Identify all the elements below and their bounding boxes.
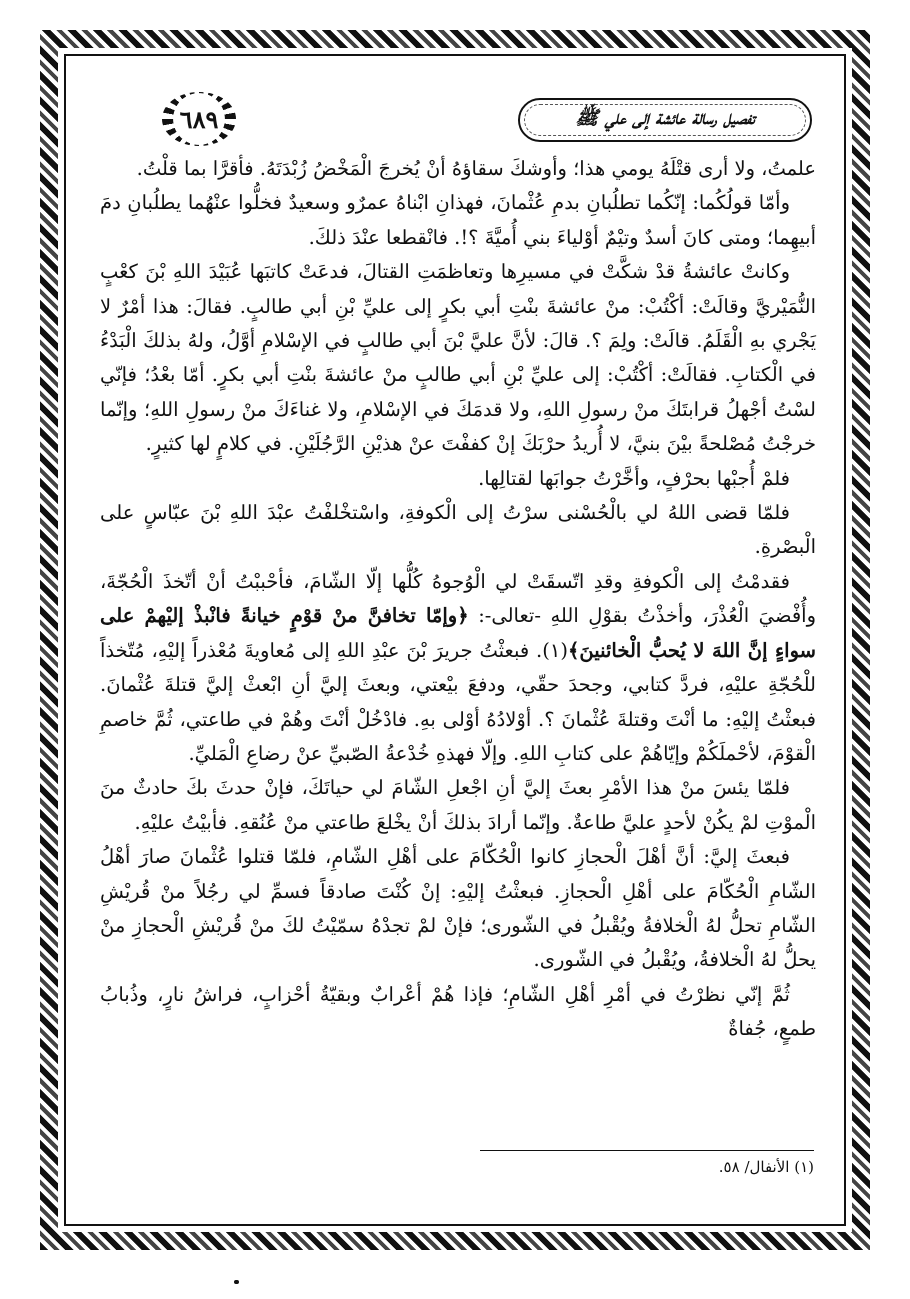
page-header <box>100 92 812 148</box>
footnote-divider <box>480 1150 814 1151</box>
print-speck <box>234 1280 239 1284</box>
paragraph: وأمّا قولُكُما: إنّكُما تطلُبانِ بدمِ عُثْمانَ، فهذانِ ابْناهُ عمرٌو وسعيدٌ فخلُّوا عنْهُما يطلُبانِ دمَ أبيهِما؛ ومتى كانَ أسدٌ وتيْمٌ أوْلياءَ بني أُميَّةَ ؟!. فانْقطعا عنْدَ ذلكَ. <box>100 191 816 249</box>
paragraph-text: فقدمْتُ إلى الْكوفةِ وقدِ اتّسقَتْ لي الْوُجوهُ كُلُّها إلّا الشّامَ، فأحْببْتُ أنْ أتّخذَ الْحُجّةَ، وأُفْضيَ الْعُذْرَ، وأخذْتُ بقوْلِ اللهِ -تعالى-: <box>100 569 816 628</box>
paragraph: وكانتْ عائشةُ قدْ شكَّتْ في مسيرِها وتعاظمَتِ القتالَ، فدعَتْ كاتبَها عُبَيْدَ اللهِ بْنَ كعْبٍ النُّمَيْريَّ وقالَتْ: أكْتُبْ: منْ عائشةَ بنْتِ أبي بكرٍ إلى عليِّ بْنِ أبي طالبٍ. فقالَ: هذا أمْرٌ لا يَجْري بهِ الْقَلَمُ. قالَتْ: ولِمَ ؟. قالَ: لأنَّ عليَّ بْنَ أبي طالبٍ في الإسْلامِ أوَّلُ، ولهُ بذلكَ الْبَدْءُ في الْكتابِ. فقالَتْ: أكْتُبْ: إلى عليِّ بْنِ أبي طالبٍ منْ عائشةَ بنْتِ أبي بكرٍ. أمّا بعْدُ؛ فإنّي لسْتُ أجْهلُ قرابتَكَ منْ رسولِ اللهِ، ولا قدمَكَ في الإسْلامِ، ولا غناءَكَ منْ رسولِ اللهِ؛ وإنّما خرجْتُ مُصْلحةً بيْنَ بنيَّ، لا أُريدُ حرْبَكَ إنْ كففْتَ عنْ هذيْنِ الرَّجُلَيْنِ. في كلامٍ لها كثيرٍ. <box>100 260 816 456</box>
paragraph: فبعثَ إليَّ: أنَّ أهْلَ الْحجازِ كانوا الْحُكّامَ على أهْلِ الشّامِ، فلمّا قتلوا عُثْمانَ صارَ أهْلُ الشّامِ الْحُكّامَ على أهْلِ الْحجازِ. فبعثْتُ إليْهِ: إنْ كُنْتَ صادقاً فسمِّ لي رجُلاً منْ قُريْشِ الشّامِ تحلُّ لهُ الْخلافةُ ويُقْبلُ في الشّورى؛ فإنْ لمْ تجدْهُ سمّيْتُ لكَ منْ قُريْشِ الْحجازِ منْ يحلُّ لهُ الْخلافةُ، ويُقْبلُ في الشّورى. <box>100 845 816 972</box>
paragraph: ثُمَّ إنّي نظرْتُ في أمْرِ أهْلِ الشّامِ؛ فإذا هُمْ أعْرابٌ وبقيّةُ أحْزابٍ، فراشُ نارٍ، وذُبابُ طمعٍ، جُفاةٌ <box>100 982 816 1041</box>
paragraph: فلمّا يئسَ منْ هذا الأمْرِ بعثَ إليَّ أنِ اجْعلِ الشّامَ لي حياتَكَ، فإنْ حدثَ بكَ حادثٌ منَ الْموْتِ لمْ يكُنْ لأحدٍ عليَّ طاعةٌ. وإنّما أرادَ بذلكَ أنْ يخْلعَ طاعتي منْ عُنُقهِ. فأبيْتُ عليْهِ. <box>100 776 816 834</box>
running-title: تفصيل رسالة عائشة إلى علي ﷺ <box>575 107 755 129</box>
page-number: ٦٨٩ <box>179 104 219 134</box>
main-text <box>100 152 816 1047</box>
paragraph <box>100 565 816 771</box>
running-title-cartouche <box>518 98 812 142</box>
paragraph: فلمّا قضى اللهُ لي بالْحُسْنى سرْتُ إلى الْكوفةِ، واسْتخْلفْتُ عبْدَ اللهِ بْنَ عبّاسٍ على الْبصْرةِ. <box>100 501 816 559</box>
footnote: (١) الأنفال/ ٥٨. <box>718 1158 814 1176</box>
paragraph-text: (١). فبعثْتُ جريرَ بْنَ عبْدِ اللهِ إلى مُعاويةَ مُعْذراً إليْهِ، مُتّخذاً للْحُجّةِ عليْهِ، فردَّ كتابي، وجحدَ حقّي، ودفعَ بيْعتي، وبعثَ إليَّ أنِ ابْعثْ إليَّ قتلةَ عُثْمانَ. فبعثْتُ إليْهِ: ما أنْتَ وقتلةَ عُثْمانَ ؟. أوْلادُهُ أوْلى بهِ. فادْخُلْ أنْتَ وهُمْ في طاعتي، ثُمَّ خاصمِ الْقوْمَ، لأحْملَكُمْ وإيّاهُمْ على كتابِ اللهِ. وإلّا فهذهِ خُدْعةُ الصّبيِّ عنْ رضاعِ الْمَليِّ. <box>100 638 816 765</box>
page-number-medallion <box>162 92 236 146</box>
paragraph: فلمْ أُجبْها بحرْفٍ، وأخَّرْتُ جوابَها لقتالِها. <box>478 466 790 490</box>
quran-verse: ﴿وإمّا تخافنَّ منْ قوْمٍ خيانةً فانْبذْ إليْهمْ على سواءٍ إنَّ اللهَ لا يُحبُّ الْخائنينَ﴾ <box>100 604 817 662</box>
paragraph: علمتُ، ولا أرى قتْلَهُ يومي هذا؛ وأوشكَ سقاؤهُ أنْ يُخرجَ الْمَخْضُ زُبْدَتَهُ. فأقرَّا بما قلْتُ. <box>136 157 816 180</box>
